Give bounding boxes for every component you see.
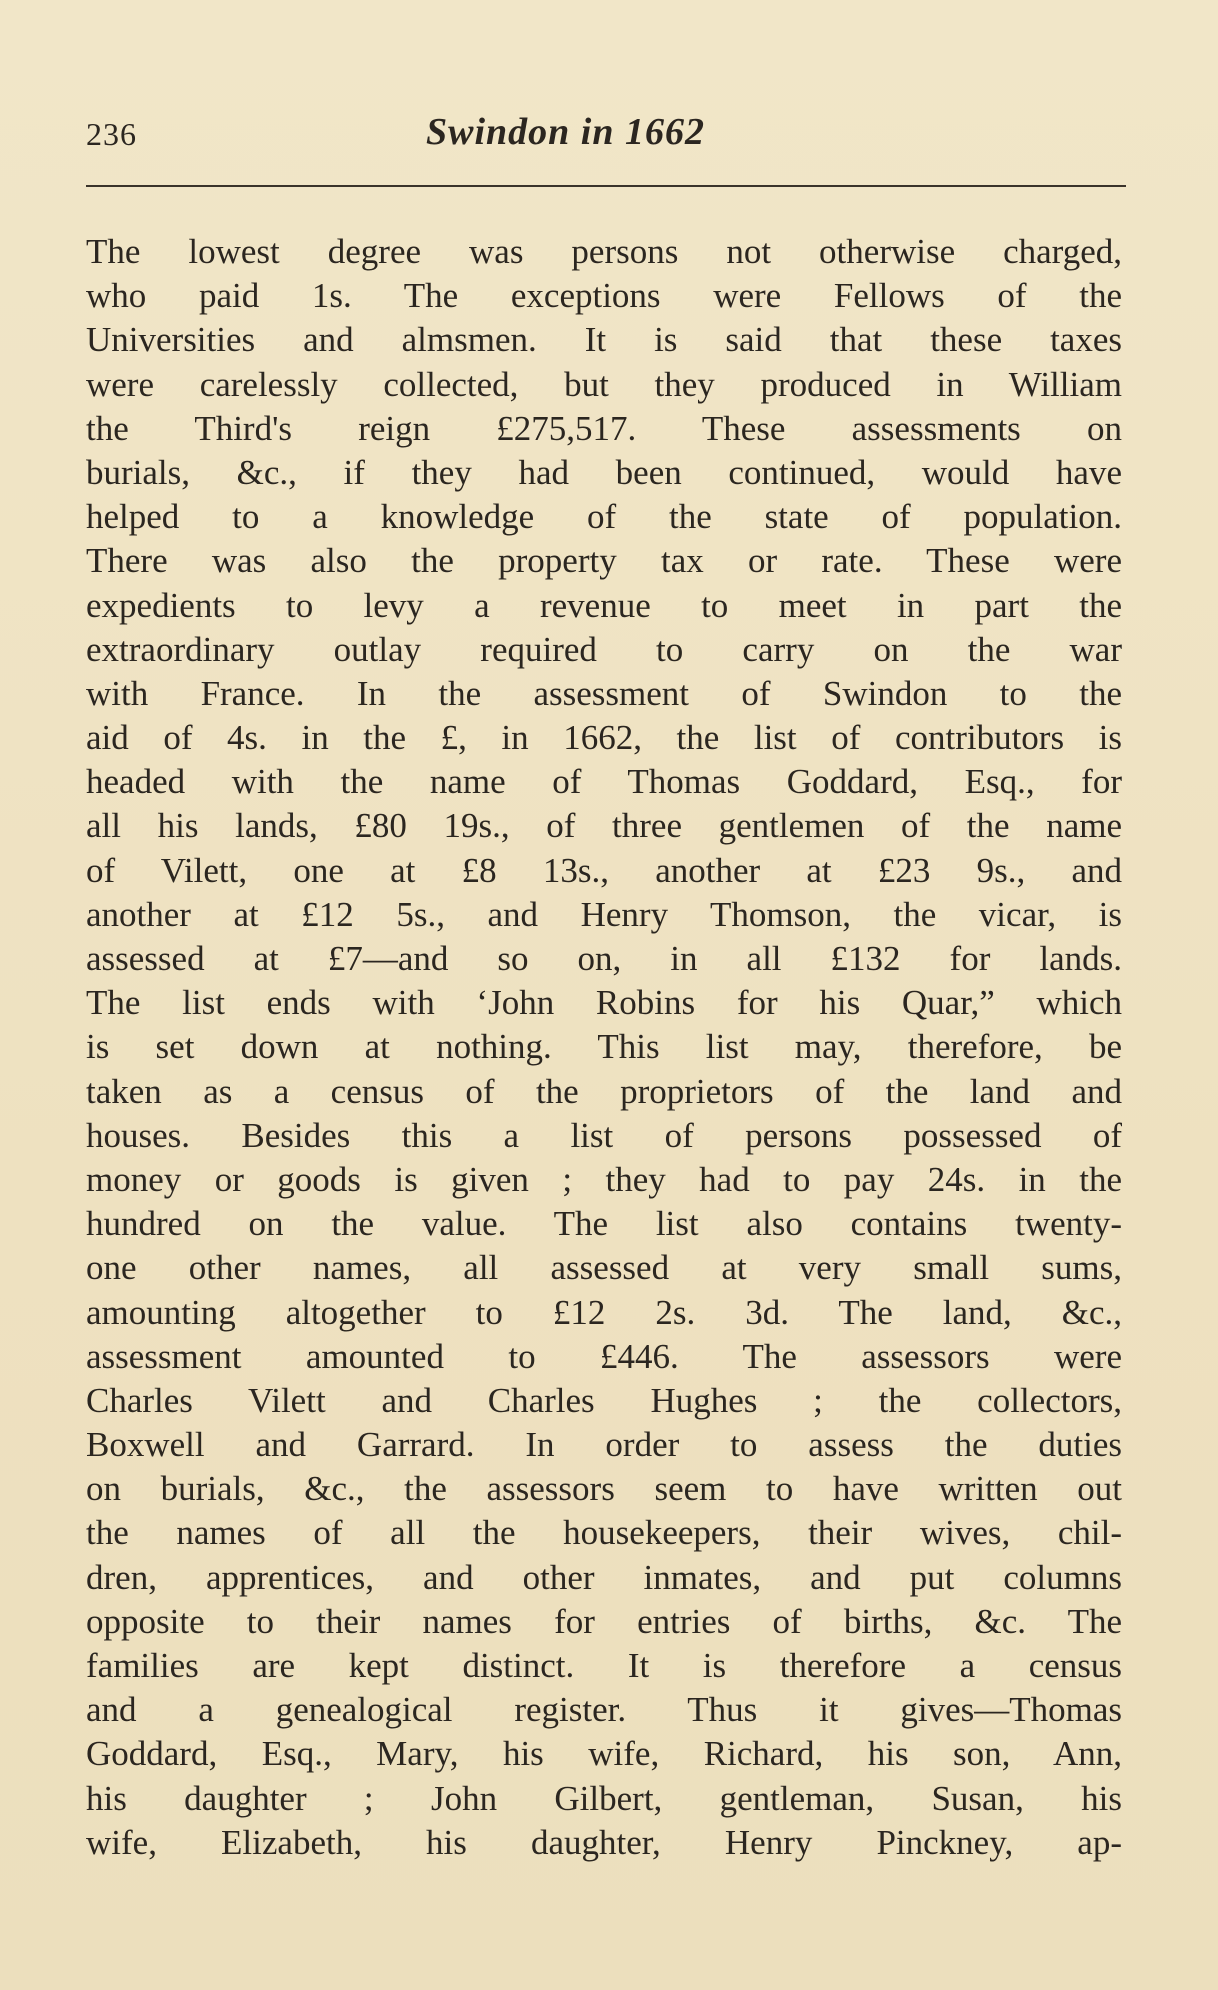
text-line: Boxwell and Garrard. In order to assess the duties [86,1425,1122,1465]
text-line: on burials, &c., the assessors seem to have written out [86,1469,1122,1509]
text-line: and a genealogical register. Thus it gives—Thomas [86,1690,1122,1730]
running-title: Swindon in 1662 [426,111,705,153]
text-line: taken as a census of the proprietors of the land and [86,1071,1122,1111]
text-line: The lowest degree was persons not otherwise charged, [86,232,1122,271]
text-line: one other names, all assessed at very small sums, [86,1248,1122,1288]
text-line: expedients to levy a revenue to meet in part the [86,585,1122,625]
text-line: families are kept distinct. It is therefore a census [86,1646,1122,1685]
page-header [86,110,1126,170]
text-line: burials, &c., if they had been continued, would have [86,452,1122,492]
text-line: Charles Vilett and Charles Hughes ; the collectors, [86,1380,1122,1420]
text-line: opposite to their names for entries of births, &c. The [86,1601,1122,1641]
text-line: hundred on the value. The list also contains twenty- [86,1204,1122,1244]
text-line: The list ends with ‘John Robins for his Quar,” which [86,983,1122,1023]
text-line: another at £12 5s., and Henry Thomson, the vicar, is [86,894,1122,934]
body-paragraph [86,230,1122,1865]
text-line: assessment amounted to £446. The assessors were [86,1336,1122,1376]
page-number: 236 [86,116,137,152]
text-line: were carelessly collected, but they produced in William [86,364,1122,404]
text-line: his daughter ; John Gilbert, gentleman, Susan, his [86,1778,1122,1818]
text-line: Universities and almsmen. It is said that these taxes [86,320,1122,360]
text-line: who paid 1s. The exceptions were Fellows of the [86,276,1122,316]
text-line: with France. In the assessment of Swindon to the [86,673,1122,713]
text-line: wife, Elizabeth, his daughter, Henry Pinckney, ap- [86,1822,1122,1862]
text-line: helped to a knowledge of the state of population. [86,497,1122,537]
text-line: headed with the name of Thomas Goddard, Esq., for [86,762,1122,802]
text-line: dren, apprentices, and other inmates, and put columns [86,1557,1122,1597]
text-line: Goddard, Esq., Mary, his wife, Richard, his son, Ann, [86,1734,1122,1774]
text-line: extraordinary outlay required to carry on the war [86,629,1122,669]
text-line: money or goods is given ; they had to pay 24s. in the [86,1159,1122,1199]
text-line: There was also the property tax or rate. These were [86,541,1122,581]
text-line: of Vilett, one at £8 13s., another at £23 9s., and [86,850,1122,890]
text-line: all his lands, £80 19s., of three gentlemen of the name [86,806,1122,846]
text-line: assessed at £7—and so on, in all £132 for lands. [86,939,1122,978]
text-line: amounting altogether to £12 2s. 3d. The land, &c., [86,1292,1122,1332]
text-line: the Third's reign £275,517. These assessments on [86,408,1122,448]
text-line: houses. Besides this a list of persons possessed of [86,1115,1122,1155]
text-line: aid of 4s. in the £, in 1662, the list of contributors is [86,718,1122,758]
header-rule [86,185,1126,187]
text-line: is set down at nothing. This list may, therefore, be [86,1027,1122,1067]
text-line: the names of all the housekeepers, their wives, chil- [86,1513,1122,1553]
